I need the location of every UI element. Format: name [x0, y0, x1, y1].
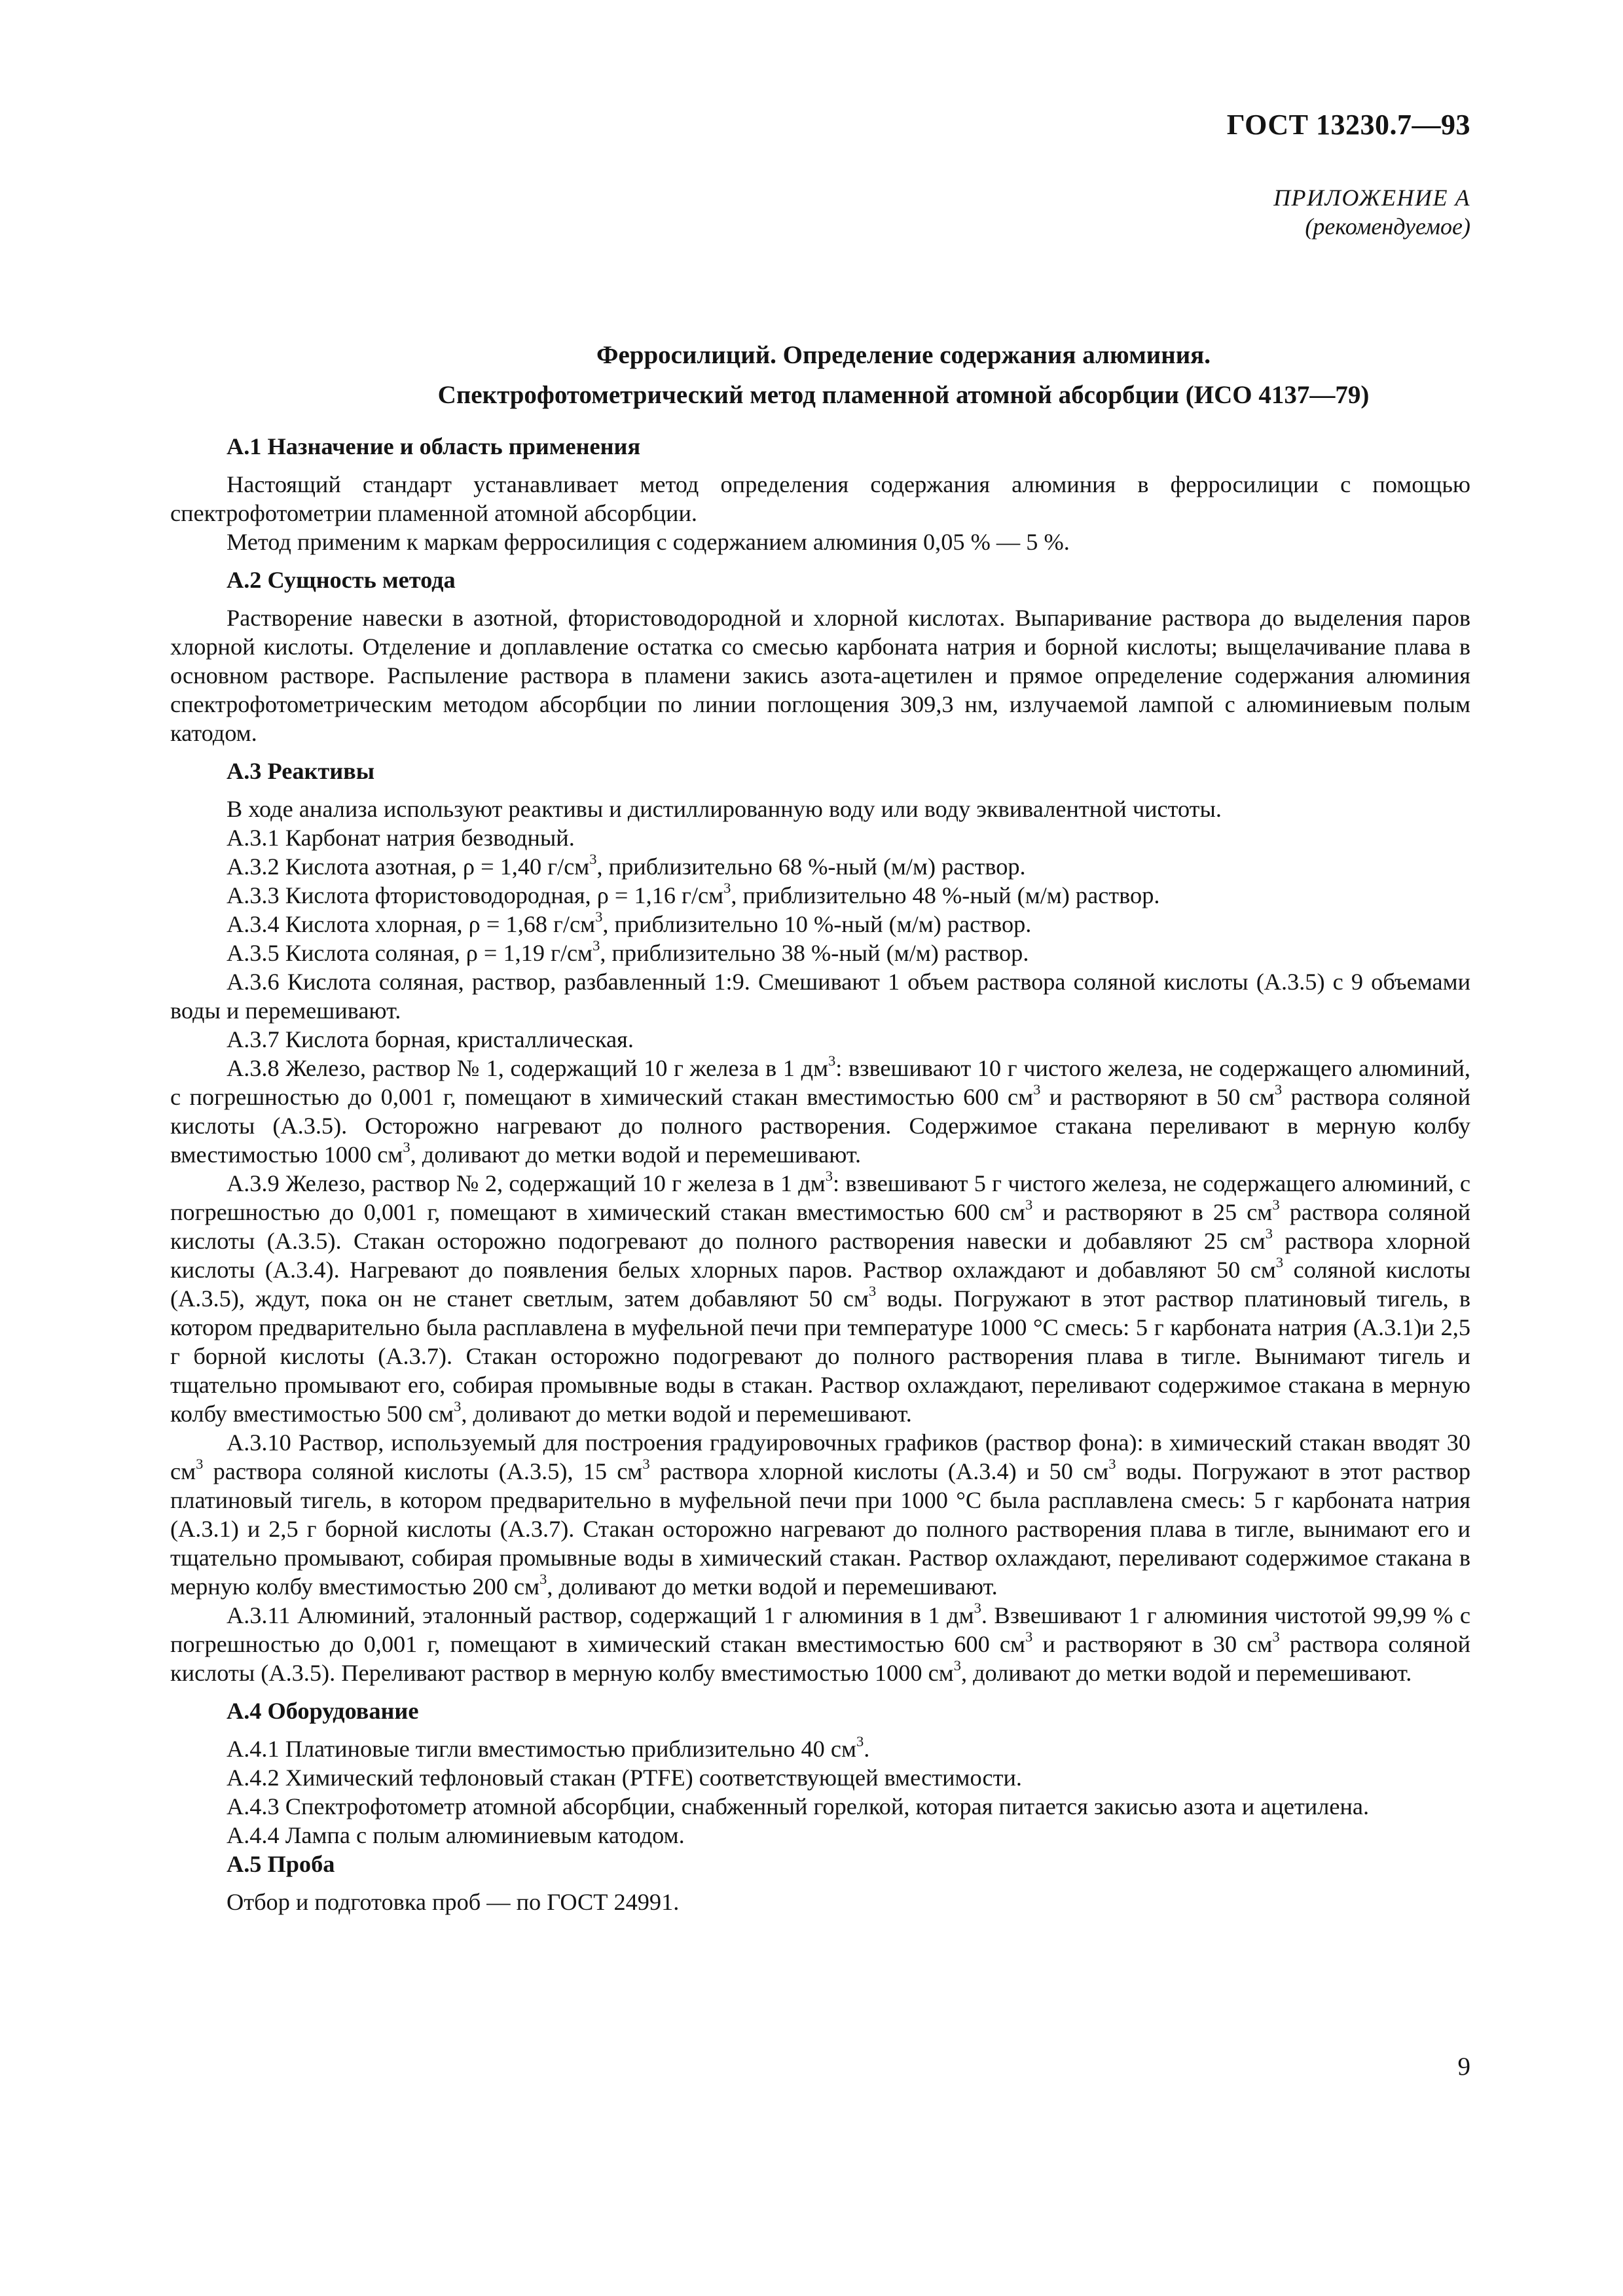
list-item: А.4.2 Химический тефлоновый стакан (PTFE) соответствующей вместимости.	[227, 1765, 1022, 1791]
paragraph: Растворение навески в азотной, фтористоводородной и хлорной кислотах. Выпаривание раствора до выделения паров хлорной кислоты. Отделение и доплавление остатка со смесью карбоната натрия и борной кислоты; выщелачивание плава в основном растворе. Распыление раствора в пламени закись азота-ацетилен и прямое определение содержания алюминия спектрофотометрическим методом абсорбции по линии поглощения 309,3 нм, излучаемой лампой с алюминиевым полым катодом.	[170, 605, 1470, 746]
paragraph: Настоящий стандарт устанавливает метод определения содержания алюминия в ферросилиции с помощью спектрофотометрии пламенной атомной абсорбции.	[170, 471, 1470, 526]
section-heading-a4: А.4 Оборудование	[227, 1698, 419, 1724]
list-item: А.3.11 Алюминий, эталонный раствор, содержащий 1 г алюминия в 1 $дм^3$. Взвешивают 1 г алюминия чистотой 99,99 % с погрешностью до 0,001 г, помещают в химический стакан вместимостью 600 $см^3$ и растворяют в 30 $см^3$ раствора соляной кислоты (А.3.5). Переливают раствор в мерную колбу вместимостью 1000 $см^3$, доливают до метки водой и перемешивают.	[170, 1599, 1470, 1686]
list-item: А.3.5 Кислота соляная, ρ = 1,19 $г/см^3$, приблизительно 38 %-ный (м/м) раствор.	[227, 937, 1029, 966]
paragraph: Метод применим к маркам ферросилиция с содержанием алюминия 0,05 % — 5 %.	[227, 529, 1070, 555]
title-line-1: Ферросилиций. Определение содержания алюминия.	[596, 341, 1211, 369]
list-item: А.3.9 Железо, раствор № 2, содержащий 10 г железа в 1 $дм^3$: взвешивают 5 г чистого железа, не содержащего алюминий, с погрешностью до 0,001 г, помещают в химический стакан вместимостью 600 $см^3$ и растворяют в 25 $см^3$ раствора соляной кислоты (А.3.5). Стакан осторожно подогревают до полного растворения навески и добавляют 25 $см^3$ раствора хлорной кислоты (А.3.4). Нагревают до появления белых хлорных паров. Раствор охлаждают и добавляют 50 $см^3$ соляной кислоты (А.3.5), ждут, пока он не станет светлым, затем добавляют 50 $см^3$ воды. Погружают в этот раствор платиновый тигель, в котором предварительно была расплавлена в муфельной печи при температуре 1000 °С смесь: 5 г карбоната натрия (А.3.1)и 2,5 г борной кислоты (А.3.7). Стакан осторожно подогревают до полного растворения плава в тигле. Вынимают тигель и тщательно промывают его, собирая промывные воды в стакан. Раствор охлаждают, переливают содержимое стакана в мерную колбу вместимостью 500 $см^3$, доливают до метки водой и перемешивают.	[170, 1167, 1471, 1427]
page-number: 9	[1457, 2053, 1470, 2081]
list-item: А.3.3 Кислота фтористоводородная, ρ = 1,16 $г/см^3$, приблизительно 48 %-ный (м/м) раствор.	[227, 879, 1160, 908]
document-title	[223, 335, 1584, 415]
title-line-2: Спектрофотометрический метод пламенной атомной абсорбции (ИСО 4137—79)	[437, 381, 1370, 409]
paragraph: Отбор и подготовка проб — по ГОСТ 24991.	[227, 1889, 680, 1915]
list-item: А.4.3 Спектрофотометр атомной абсорбции, снабженный горелкой, которая питается закисью азота и ацетилена.	[227, 1793, 1370, 1820]
section-heading-a5: А.5 Проба	[227, 1851, 335, 1877]
appendix-status: (рекомендуемое)	[1305, 213, 1470, 240]
section-heading-a3: А.3 Реактивы	[227, 758, 375, 784]
appendix-label	[1273, 183, 1470, 241]
section-heading-a2: А.2 Сущность метода	[227, 567, 456, 593]
list-item: А.4.1 Платиновые тигли вместимостью приблизительно 40 $см^3$.	[227, 1732, 870, 1762]
list-item: А.3.8 Железо, раствор № 1, содержащий 10 г железа в 1 $дм^3$: взвешивают 10 г чистого железа, не содержащего алюминий, с погрешностью до 0,001 г, помещают в химический стакан вместимостью 600 $см^3$ и растворяют в 50 $см^3$ раствора соляной кислоты (А.3.5). Осторожно нагревают до полного растворения. Содержимое стакана переливают в мерную колбу вместимостью 1000 $см^3$, доливают до метки водой и перемешивают.	[170, 1052, 1470, 1168]
list-item: А.4.4 Лампа с полым алюминиевым катодом.	[227, 1822, 685, 1848]
appendix-title: ПРИЛОЖЕНИЕ А	[1273, 185, 1470, 211]
list-item: А.3.4 Кислота хлорная, ρ = 1,68 $г/см^3$, приблизительно 10 %-ный (м/м) раствор.	[227, 908, 1032, 937]
paragraph: В ходе анализа используют реактивы и дистиллированную воду или воду эквивалентной чистоты.	[227, 796, 1222, 822]
list-item: А.3.10 Раствор, используемый для построения градуировочных графиков (раствор фона): в химический стакан вводят 30 $см^3$ раствора соляной кислоты (А.3.5), 15 $см^3$ раствора хлорной кислоты (А.3.4) и 50 $см^3$ воды. Погружают в этот раствор платиновый тигель, в котором предварительно в муфельной печи при 1000 °С была расплавлена смесь: 5 г карбоната натрия (А.3.1) и 2,5 г борной кислоты (А.3.7). Стакан осторожно нагревают до полного растворения плава в тигле, вынимают его и тщательно промывают, собирая промывные воды в химический стакан. Раствор охлаждают, переливают содержимое стакана в мерную колбу вместимостью 200 $см^3$, доливают до метки водой и перемешивают.	[170, 1429, 1470, 1600]
list-item: А.3.7 Кислота борная, кристаллическая.	[227, 1026, 634, 1052]
section-heading-a1: А.1 Назначение и область применения	[227, 433, 641, 459]
document-body	[170, 432, 1470, 1916]
document-code: ГОСТ 13230.7—93	[1226, 109, 1470, 141]
list-item: А.3.6 Кислота соляная, раствор, разбавленный 1:9. Смешивают 1 объем раствора соляной кислоты (А.3.5) с 9 объемами воды и перемешивают.	[170, 969, 1470, 1024]
list-item: А.3.1 Карбонат натрия безводный.	[227, 825, 575, 851]
list-item: А.3.2 Кислота азотная, ρ = 1,40 $г/см^3$, приблизительно 68 %-ный (м/м) раствор.	[227, 850, 1026, 880]
